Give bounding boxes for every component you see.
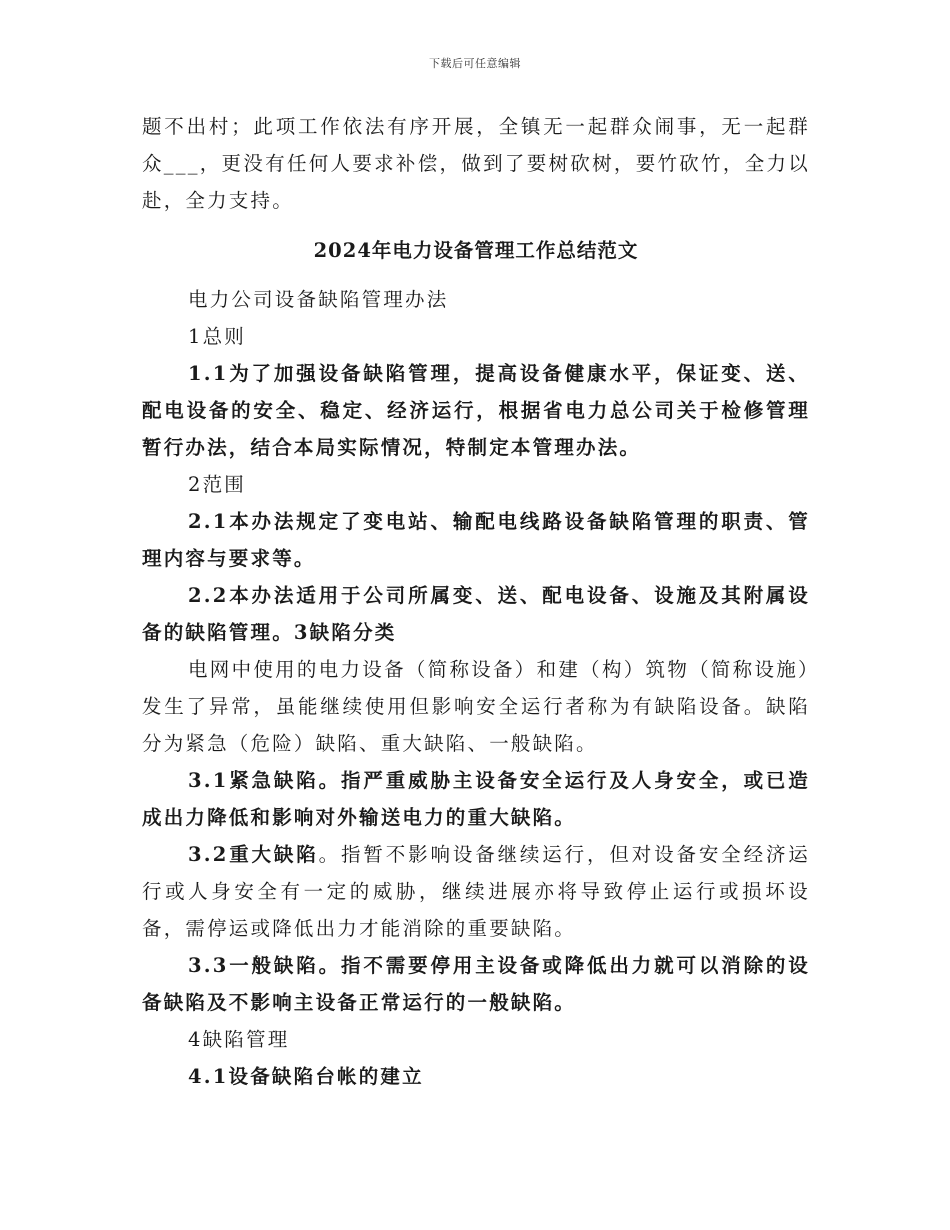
paragraph-3-2 — [142, 836, 810, 947]
paragraph-4-1: 4.1设备缺陷台帐的建立 — [188, 1065, 424, 1088]
section-1-heading: 1总则 — [188, 325, 247, 348]
paragraph-1-1: 1.1为了加强设备缺陷管理，提高设备健康水平，保证变、送、配电设备的安全、稳定、经济运行，根据省电力总公司关于检修管理暂行办法，结合本局实际情况，特制定本管理办法。 — [142, 362, 810, 459]
paragraph-3-intro: 电网中使用的电力设备（简称设备）和建（构）筑物（简称设施）发生了异常，虽能继续使用但影响安全运行者称为有缺陷设备。缺陷分为紧急（危险）缺陷、重大缺陷、一般缺陷。 — [142, 658, 810, 755]
paragraph-2-1: 2.1本办法规定了变电站、输配电线路设备缺陷管理的职责、管理内容与要求等。 — [142, 510, 810, 570]
paragraph-3-2-rest: 。指暂不影响设备继续运行，但对设备安全经济运行或人身安全有一定的威胁，继续进展亦将导致停止运行或损坏设备，需停运或降低出力才能消除的重要缺陷。 — [142, 843, 811, 940]
paragraph-3-1: 3.1紧急缺陷。指严重威胁主设备安全运行及人身安全，或已造成出力降低和影响对外输送电力的重大缺陷。 — [142, 769, 810, 829]
intro-paragraph: 题不出村；此项工作依法有序开展，全镇无一起群众闹事，无一起群众___，更没有任何人要求补偿，做到了要树砍树，要竹砍竹，全力以赴，全力支持。 — [142, 115, 810, 212]
section-2-heading: 2范围 — [188, 473, 247, 496]
page-header: 下载后可任意编辑 — [429, 57, 521, 70]
document-body — [142, 108, 810, 1095]
paragraph-3-3: 3.3一般缺陷。指不需要停用主设备或降低出力就可以消除的设备缺陷及不影响主设备正常运行的一般缺陷。 — [142, 954, 810, 1014]
paragraph-2-2: 2.2本办法适用于公司所属变、送、配电设备、设施及其附属设备的缺陷管理。3缺陷分类 — [142, 584, 810, 644]
section-4-heading: 4缺陷管理 — [188, 1028, 290, 1051]
document-title: 2024年电力设备管理工作总结范文 — [313, 239, 639, 262]
paragraph-3-2-lead: 3.2重大缺陷 — [188, 843, 319, 866]
document-subtitle: 电力公司设备缺陷管理办法 — [188, 288, 449, 311]
